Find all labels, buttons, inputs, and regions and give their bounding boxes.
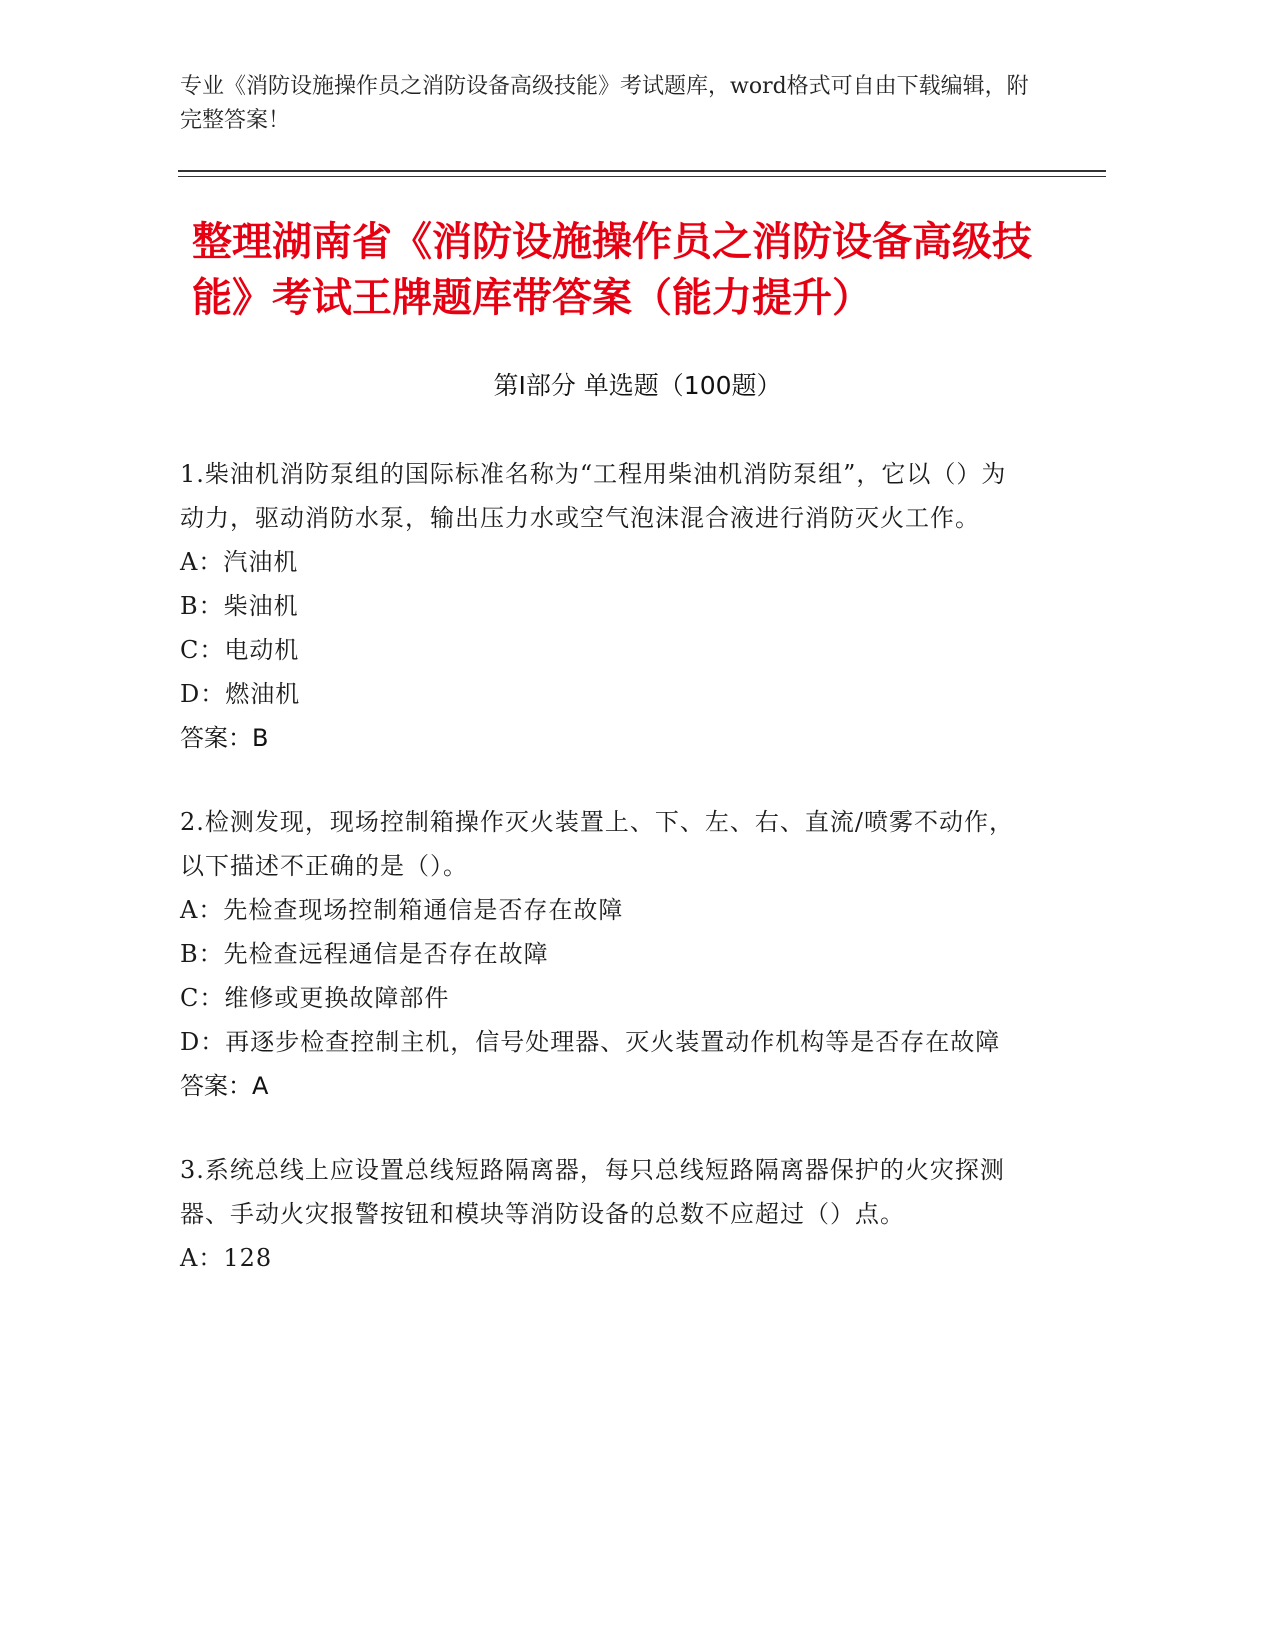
question-1 bbox=[180, 452, 1030, 760]
option-a: A：汽油机 bbox=[180, 548, 299, 576]
option-d: D：再逐步检查控制主机，信号处理器、灭火装置动作机构等是否存在故障 bbox=[180, 1028, 1001, 1056]
question-2 bbox=[180, 800, 1030, 1108]
option-c: C：电动机 bbox=[180, 636, 300, 664]
question-list bbox=[180, 452, 1030, 1320]
option-a: A：先检查现场控制箱通信是否存在故障 bbox=[180, 896, 624, 924]
answer-line: 答案：B bbox=[180, 724, 269, 752]
option-b: B：柴油机 bbox=[180, 592, 299, 620]
option-c: C：维修或更换故障部件 bbox=[180, 984, 450, 1012]
option-b: B：先检查远程通信是否存在故障 bbox=[180, 940, 549, 968]
question-text: 3.系统总线上应设置总线短路隔离器，每只总线短路隔离器保护的火灾探测器、手动火灾报警按钮和模块等消防设备的总数不应超过（）点。 bbox=[180, 1156, 1005, 1228]
option-a: A：128 bbox=[180, 1244, 273, 1272]
question-3 bbox=[180, 1148, 1030, 1280]
header-divider-thick bbox=[178, 170, 1106, 172]
answer-line: 答案：A bbox=[180, 1072, 269, 1100]
question-text: 1.柴油机消防泵组的国际标准名称为“工程用柴油机消防泵组”，它以（）为动力，驱动消防水泵，输出压力水或空气泡沫混合液进行消防灭火工作。 bbox=[180, 460, 1007, 532]
header-note: 专业《消防设施操作员之消防设备高级技能》考试题库，word格式可自由下载编辑，附完整答案！ bbox=[180, 74, 1029, 133]
question-text: 2.检测发现，现场控制箱操作灭火装置上、下、左、右、直流/喷雾不动作，以下描述不正确的是（）。 bbox=[180, 808, 1014, 880]
section-title: 第I部分 单选题（100题） bbox=[493, 371, 782, 400]
document-title: 整理湖南省《消防设施操作员之消防设备高级技能》考试王牌题库带答案（能力提升） bbox=[192, 219, 1032, 321]
header-divider-thin bbox=[178, 176, 1106, 177]
option-d: D：燃油机 bbox=[180, 680, 301, 708]
